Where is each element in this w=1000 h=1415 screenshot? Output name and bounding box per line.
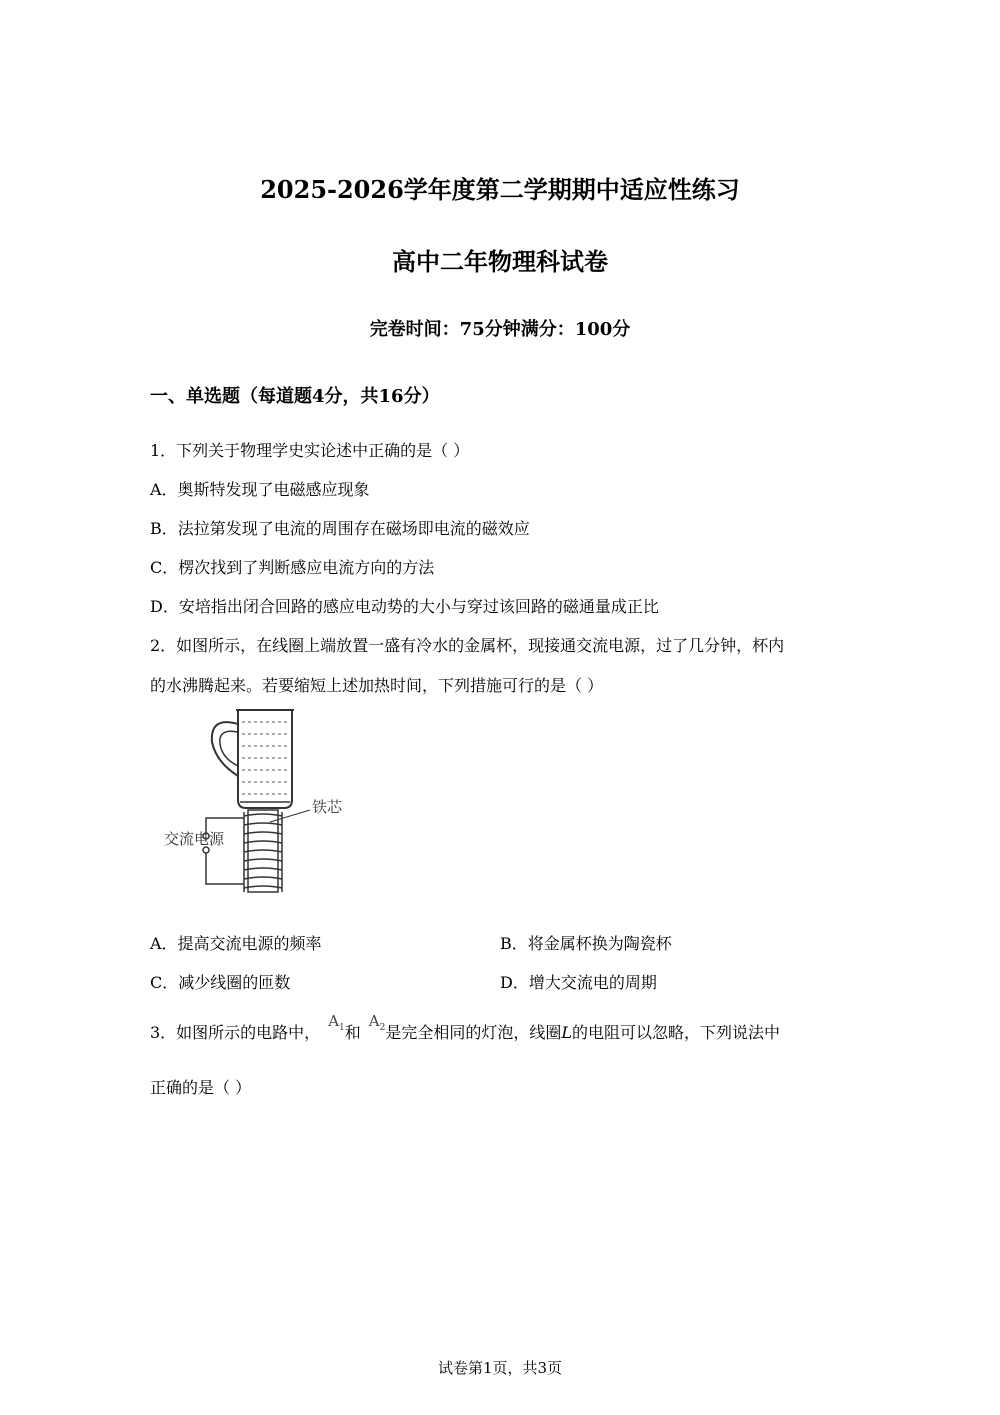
lamp-a1-symbol: $A_1$ — [328, 1012, 345, 1033]
q1-option-a: A．奥斯特发现了电磁感应现象 — [150, 480, 370, 499]
section-heading: 一、单选题（每道题4分，共16分） — [150, 386, 440, 407]
q2-stem-line2: 的水沸腾起来。若要缩短上述加热时间，下列措施可行的是（ ） — [150, 676, 604, 695]
q2-option-c: C．减少线圈的匝数 — [150, 973, 291, 992]
q1-option-c: C．楞次找到了判断感应电流方向的方法 — [150, 558, 435, 577]
source-label: 交流电源 — [164, 830, 225, 848]
metal-cup — [212, 710, 294, 808]
q3-stem-line2: 正确的是（ ） — [150, 1078, 252, 1097]
q2-option-d: D．增大交流电的周期 — [500, 973, 657, 992]
exam-subtitle: 高中二年物理科试卷 — [392, 247, 608, 276]
exam-info: 完卷时间：75分钟满分：100分 — [369, 319, 631, 340]
q3-conj: 和 — [344, 1023, 361, 1042]
q1-option-d: D．安培指出闭合回路的感应电动势的大小与穿过该回路的磁通量成正比 — [150, 597, 659, 616]
q1-option-b: B．法拉第发现了电流的周围存在磁场即电流的磁效应 — [150, 519, 530, 538]
coil-l-symbol: L — [561, 1023, 572, 1042]
lamp-a2-symbol: $A_2$ — [368, 1012, 386, 1033]
coil-cup-figure — [160, 702, 360, 897]
q3-stem-part1: 3．如图所示的电路中， — [150, 1023, 321, 1042]
q2-stem-line1: 2．如图所示，在线圈上端放置一盛有冷水的金属杯，现接通交流电源，过了几分钟，杯内 — [150, 636, 785, 655]
exam-title: 2025-2026学年度第二学期期中适应性练习 — [260, 175, 740, 204]
core-label: 铁芯 — [312, 798, 343, 816]
page-footer: 试卷第1页，共3页 — [437, 1359, 563, 1377]
q3-stem-part2: 是完全相同的灯泡，线圈 — [385, 1023, 562, 1042]
water-lines — [242, 722, 288, 794]
source-wires — [203, 818, 244, 884]
q2-option-a: A．提高交流电源的频率 — [150, 934, 322, 953]
q3-stem-line1 — [150, 1012, 781, 1045]
q1-stem: 1．下列关于物理学史实论述中正确的是（ ） — [150, 441, 470, 460]
q2-option-b: B．将金属杯换为陶瓷杯 — [500, 934, 672, 953]
q3-stem-part3: 的电阻可以忽略，下列说法中 — [572, 1023, 781, 1042]
